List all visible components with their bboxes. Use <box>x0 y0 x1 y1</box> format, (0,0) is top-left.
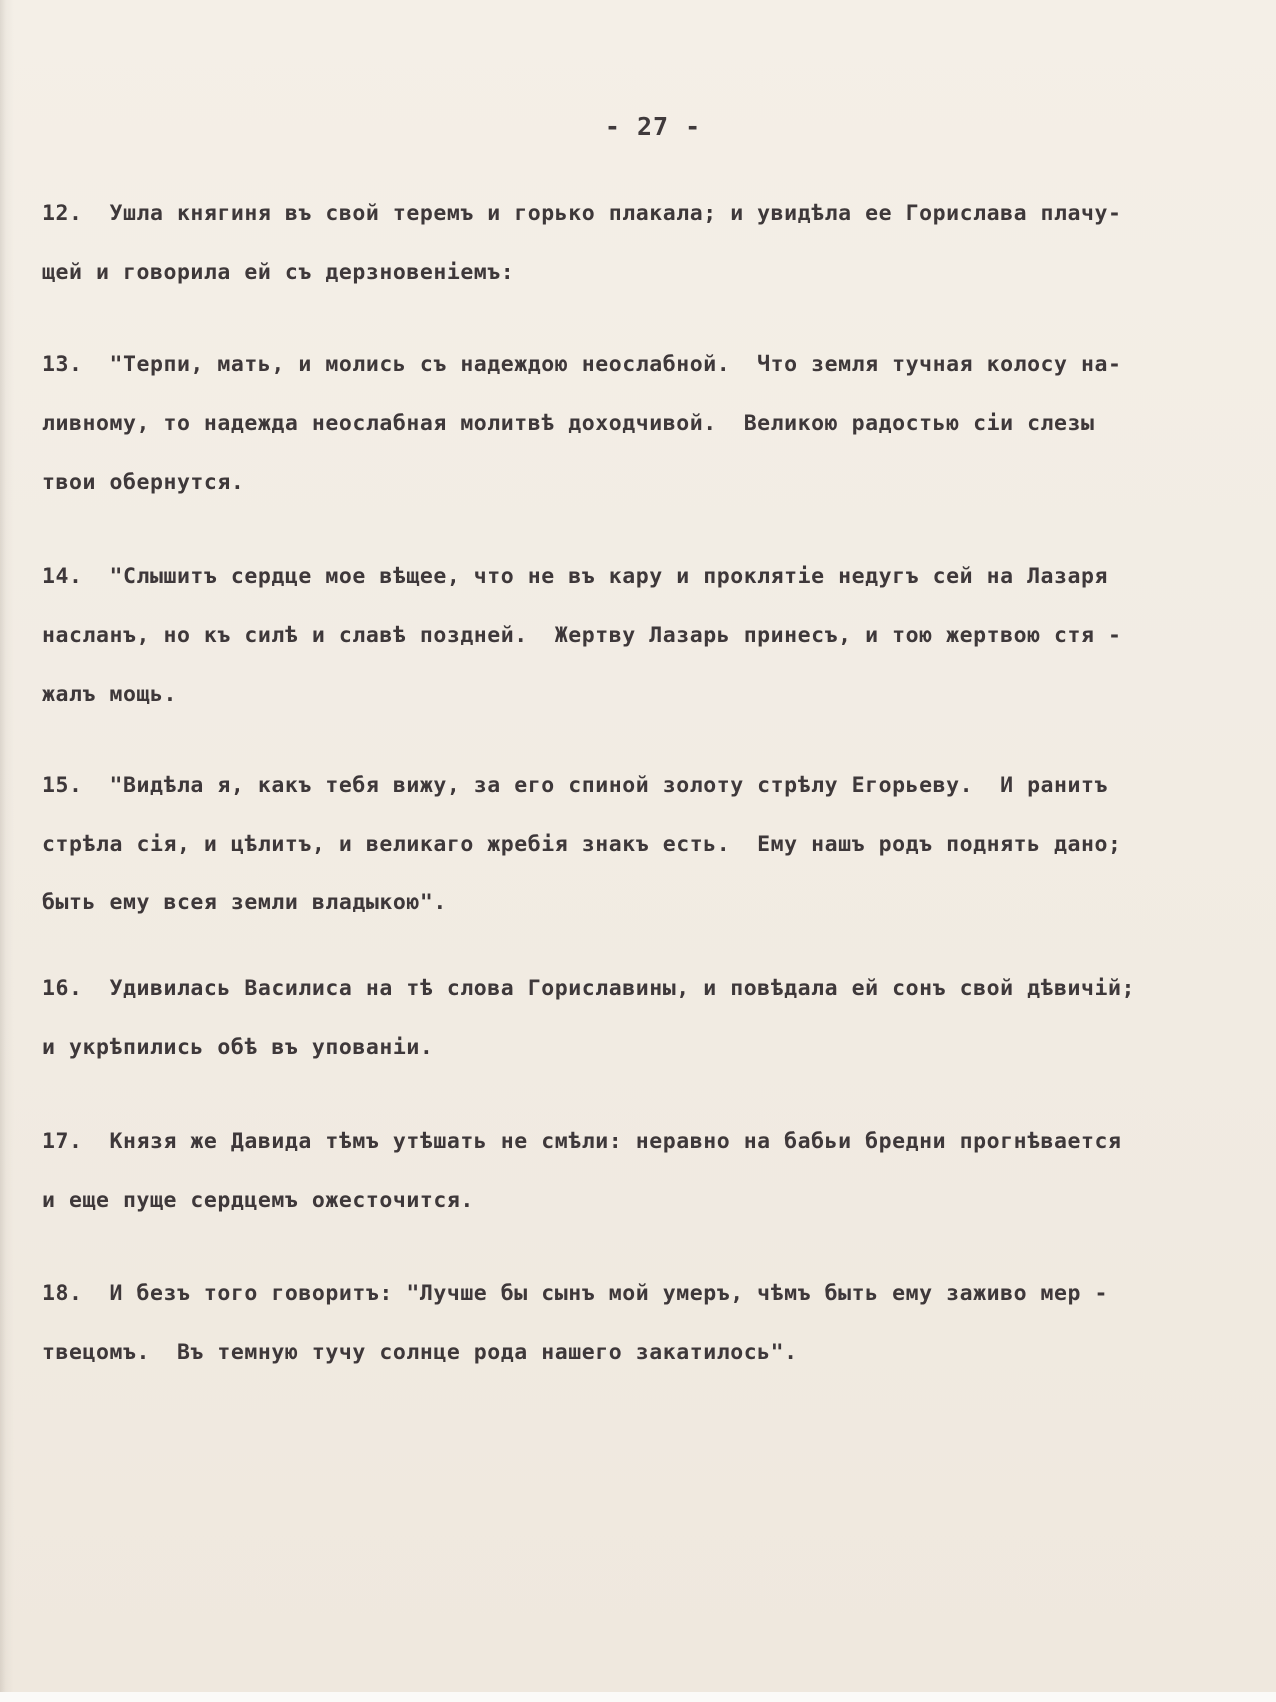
paragraph-18-line-2: твецомъ. Въ темную тучу солнце рода нашего закатилось". <box>42 1340 798 1365</box>
paragraph-12-line-1: 12. Ушла княгиня въ свой теремъ и горько плакала; и увидѣла ее Горислава плачу- <box>42 201 1122 226</box>
paragraph-16-line-1: 16. Удивилась Василиса на тѣ слова Гориславины, и повѣдала ей сонъ свой дѣвичiй; <box>42 976 1136 1001</box>
paragraph-15-line-3: быть ему всея земли владыкою". <box>42 890 447 915</box>
paragraph-14-line-1: 14. "Слышитъ сердце мое вѣщее, что не въ кару и проклятiе недугъ сей на Лазаря <box>42 564 1109 589</box>
paragraph-18-line-1: 18. И безъ того говоритъ: "Лучше бы сынъ мой умеръ, чѣмъ быть ему заживо мер - <box>42 1281 1109 1306</box>
paragraph-16-line-2: и укрѣпились обѣ въ упованiи. <box>42 1035 434 1060</box>
scan-bottom-edge <box>0 1692 1276 1702</box>
page-number: - 27 - <box>604 112 702 141</box>
paragraph-17-line-1: 17. Князя же Давида тѣмъ утѣшать не смѣли: неравно на бабьи бредни прогнѣвается <box>42 1129 1122 1154</box>
paragraph-13-line-1: 13. "Терпи, мать, и молись съ надеждою неослабной. Что земля тучная колосу на- <box>42 352 1122 377</box>
paragraph-17-line-2: и еще пуще сердцемъ ожесточится. <box>42 1188 474 1213</box>
paragraph-13-line-2: ливному, то надежда неослабная молитвѣ доходчивой. Великою радостью сiи слезы <box>42 411 1095 436</box>
paragraph-13-line-3: твои обернутся. <box>42 470 245 495</box>
paragraph-15-line-1: 15. "Видѣла я, какъ тебя вижу, за его спиной золоту стрѣлу Егорьеву. И ранитъ <box>42 773 1109 798</box>
paragraph-14-line-3: жалъ мощь. <box>42 682 177 707</box>
paragraph-14-line-2: насланъ, но къ силѣ и славѣ поздней. Жертву Лазарь принесъ, и тою жертвою стя - <box>42 623 1122 648</box>
paragraph-12-line-2: щей и говорила ей съ дерзновенiемъ: <box>42 260 515 285</box>
paragraph-15-line-2: стрѣла сiя, и цѣлитъ, и великаго жребiя знакъ есть. Ему нашъ родъ поднять дано; <box>42 832 1122 857</box>
